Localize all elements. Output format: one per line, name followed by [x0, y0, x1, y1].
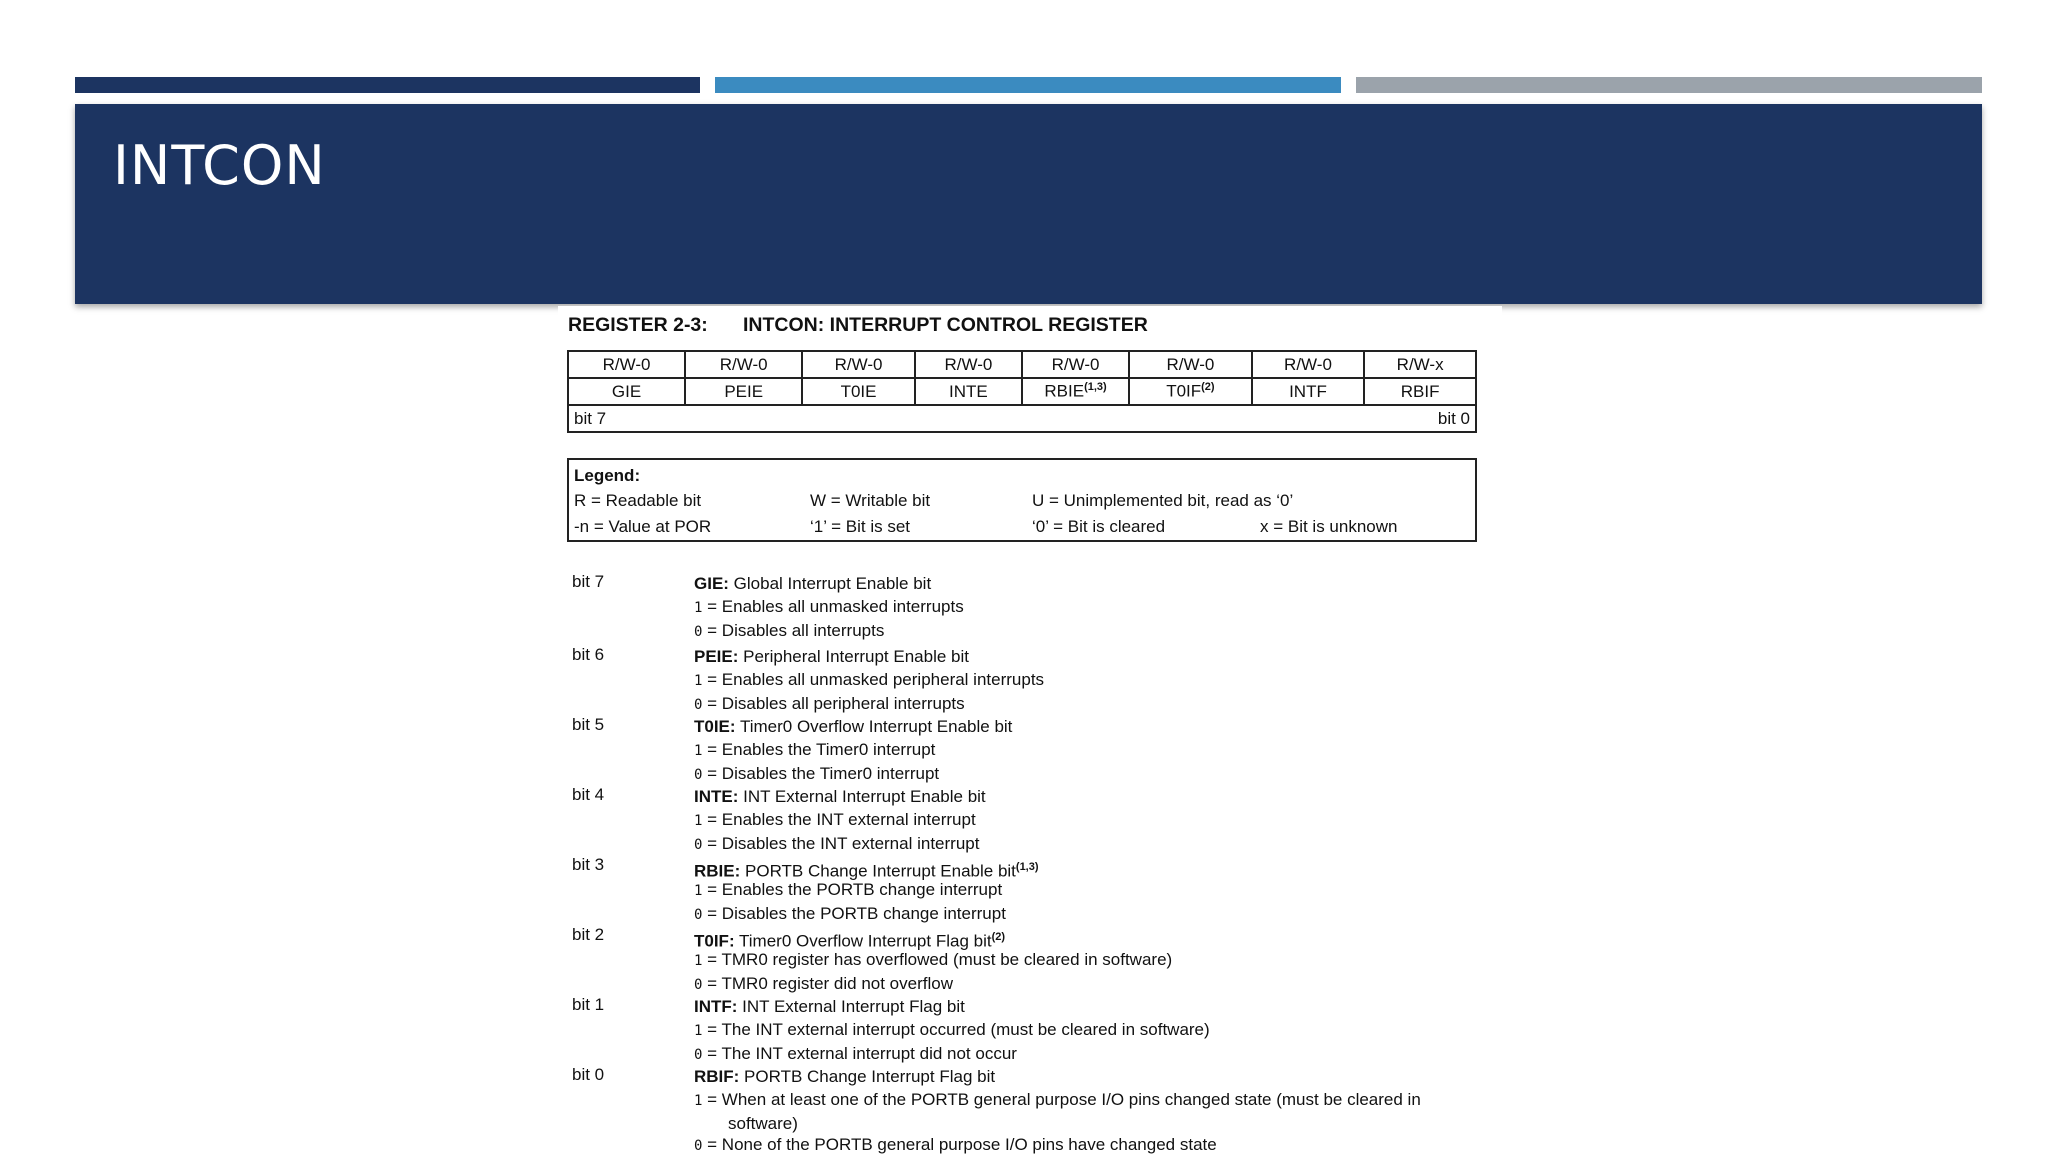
bit-value: 0: [694, 906, 703, 923]
bit-value-desc: = Enables all unmasked interrupts: [702, 597, 964, 616]
bit-field-name: INTF:: [694, 997, 738, 1016]
field-footnote: (2): [1201, 381, 1215, 394]
title-band: [75, 104, 1982, 304]
bit-field-name: T0IE:: [694, 717, 736, 736]
bit-field-name: RBIE:: [694, 861, 741, 881]
bit-description: [572, 995, 1492, 1065]
bit-value: 1: [694, 953, 703, 969]
bit-label: bit 6: [572, 645, 605, 664]
bit-value-desc: = Disables the Timer0 interrupt: [702, 763, 940, 783]
bit-field-desc: INT External Interrupt Enable bit: [738, 787, 986, 806]
register-name: INTCON: INTERRUPT CONTROL REGISTER: [743, 314, 1148, 336]
bit-label: bit 3: [572, 855, 605, 874]
bit-value-desc: = Disables the PORTB change interrupt: [702, 903, 1006, 923]
lsb-label: bit 0: [1437, 408, 1470, 428]
field-cell: [915, 378, 1022, 405]
legend-box: [567, 458, 1477, 542]
bit-footnote: (1,3): [1015, 861, 1039, 873]
access-cell: R/W-0: [1129, 351, 1252, 378]
legend-title: Legend:: [574, 466, 641, 485]
field-name: T0IE: [840, 381, 877, 401]
bit-value-desc: = Disables all interrupts: [702, 620, 885, 640]
bit-value-desc: = None of the PORTB general purpose I/O pins have changed state: [702, 1134, 1217, 1154]
field-name: INTE: [949, 381, 988, 401]
legend-row: [574, 517, 1474, 537]
field-name: T0IF: [1166, 381, 1202, 401]
bit-description: [572, 785, 1492, 855]
bit-description: [572, 925, 1492, 995]
bit-label: bit 4: [572, 785, 605, 804]
field-name: RBIF: [1400, 381, 1440, 401]
access-cell: R/W-0: [802, 351, 915, 378]
bit-value: 0: [694, 696, 703, 713]
bit-value-desc: = The INT external interrupt occurred (must be cleared in software): [702, 1020, 1210, 1039]
bit-description: [572, 1065, 1492, 1157]
bit-description: [572, 645, 1492, 715]
bit-field-desc: INT External Interrupt Flag bit: [737, 997, 965, 1016]
legend-item: W = Writable bit: [810, 491, 931, 510]
bit-label: bit 5: [572, 715, 605, 734]
access-cell: R/W-0: [1022, 351, 1129, 378]
field-cell: [685, 378, 802, 405]
field-name: GIE: [611, 381, 642, 401]
bit-footnote: (2): [991, 931, 1006, 943]
register-number: REGISTER 2-3:: [568, 314, 708, 336]
bit-description: [572, 572, 1492, 645]
bit-value: 1: [694, 743, 703, 759]
access-cell: R/W-0: [1252, 351, 1365, 378]
field-name: PEIE: [724, 381, 764, 401]
bit-field-desc: Peripheral Interrupt Enable bit: [738, 647, 969, 666]
bit-label: bit 2: [572, 925, 605, 944]
access-cell: R/W-x: [1364, 351, 1476, 378]
bit-value-desc: = Enables all unmasked peripheral interrupts: [702, 670, 1045, 689]
bit-descriptions: [572, 572, 1492, 1157]
bit-value: 1: [694, 813, 703, 829]
field-row: [568, 378, 1476, 405]
bit-description: [572, 715, 1492, 785]
bit-field-desc: PORTB Change Interrupt Flag bit: [739, 1067, 996, 1086]
bit-value-desc: = When at least one of the PORTB general purpose I/O pins changed state (must be cleared in: [702, 1090, 1421, 1109]
bit-value: 1: [694, 1023, 703, 1039]
field-name: RBIE: [1044, 381, 1085, 401]
legend-item: ‘0’ = Bit is cleared: [1032, 517, 1166, 536]
bit-value: 0: [694, 766, 703, 783]
bit-value-desc: = Enables the PORTB change interrupt: [702, 880, 1003, 899]
bit-field-desc: Timer0 Overflow Interrupt Enable bit: [735, 717, 1013, 736]
access-cell: R/W-0: [568, 351, 685, 378]
bit-value-desc: = Disables the INT external interrupt: [702, 833, 980, 853]
legend-item: ‘1’ = Bit is set: [810, 517, 910, 536]
register-document: [558, 306, 1502, 1152]
bit-value: 0: [694, 623, 703, 640]
register-header: [568, 314, 1148, 337]
bit-field-name: GIE:: [694, 574, 729, 593]
slide-title: INTCON: [113, 134, 326, 197]
bit-value: 1: [694, 600, 703, 616]
field-cell: [1022, 378, 1129, 405]
bit-value-desc: = Enables the Timer0 interrupt: [702, 740, 936, 759]
legend-row: [574, 491, 1474, 511]
access-cell: R/W-0: [915, 351, 1022, 378]
bit-range-row: [568, 405, 1476, 432]
field-name: INTF: [1289, 381, 1327, 401]
bit-field-desc: PORTB Change Interrupt Enable bit: [740, 861, 1016, 881]
accent-bar-blue: [715, 77, 1341, 93]
bit-field-name: PEIE:: [694, 647, 739, 666]
bit-value-desc: = TMR0 register has overflowed (must be cleared in software): [702, 950, 1173, 969]
legend-item: R = Readable bit: [574, 491, 702, 510]
field-cell: [568, 378, 685, 405]
bit-value: 0: [694, 976, 703, 993]
bit-value: 0: [694, 1137, 703, 1154]
legend-item: U = Unimplemented bit, read as ‘0’: [1032, 491, 1294, 510]
register-bit-table: [567, 350, 1477, 433]
bit-value-desc: = TMR0 register did not overflow: [702, 973, 953, 993]
bit-label: bit 0: [572, 1065, 605, 1084]
bit-field-name: INTE:: [694, 787, 739, 806]
bit-value: 1: [694, 1093, 703, 1109]
bit-value-desc: = The INT external interrupt did not occur: [702, 1043, 1017, 1063]
legend-item: x = Bit is unknown: [1260, 517, 1398, 536]
bit-value-desc: = Disables all peripheral interrupts: [702, 693, 965, 713]
legend-item: -n = Value at POR: [574, 517, 712, 536]
bit-value: 1: [694, 883, 703, 899]
bit-range-cell: [568, 405, 1476, 432]
bit-value: 0: [694, 836, 703, 853]
bit-field-desc: Timer0 Overflow Interrupt Flag bit: [734, 931, 992, 951]
bit-value-desc: = Enables the INT external interrupt: [702, 810, 976, 829]
accent-bar-gray: [1356, 77, 1982, 93]
field-cell: [1364, 378, 1476, 405]
accent-bar-dark: [75, 77, 700, 93]
bit-field-name: T0IF:: [694, 931, 735, 951]
bit-value: 0: [694, 1046, 703, 1063]
bit-description: [572, 855, 1492, 925]
bit-label: bit 7: [572, 572, 605, 591]
bit-value: 1: [694, 673, 703, 689]
bit-field-desc: Global Interrupt Enable bit: [728, 574, 932, 593]
access-cell: R/W-0: [685, 351, 802, 378]
bit-field-name: RBIF:: [694, 1067, 740, 1086]
access-row: [568, 351, 1476, 378]
field-cell: [1129, 378, 1252, 405]
field-cell: [802, 378, 915, 405]
field-cell: [1252, 378, 1365, 405]
bit-label: bit 1: [572, 995, 605, 1014]
bit-value-desc-continued: software): [728, 1113, 798, 1133]
field-footnote: (1,3): [1084, 381, 1107, 394]
msb-label: bit 7: [574, 408, 607, 428]
